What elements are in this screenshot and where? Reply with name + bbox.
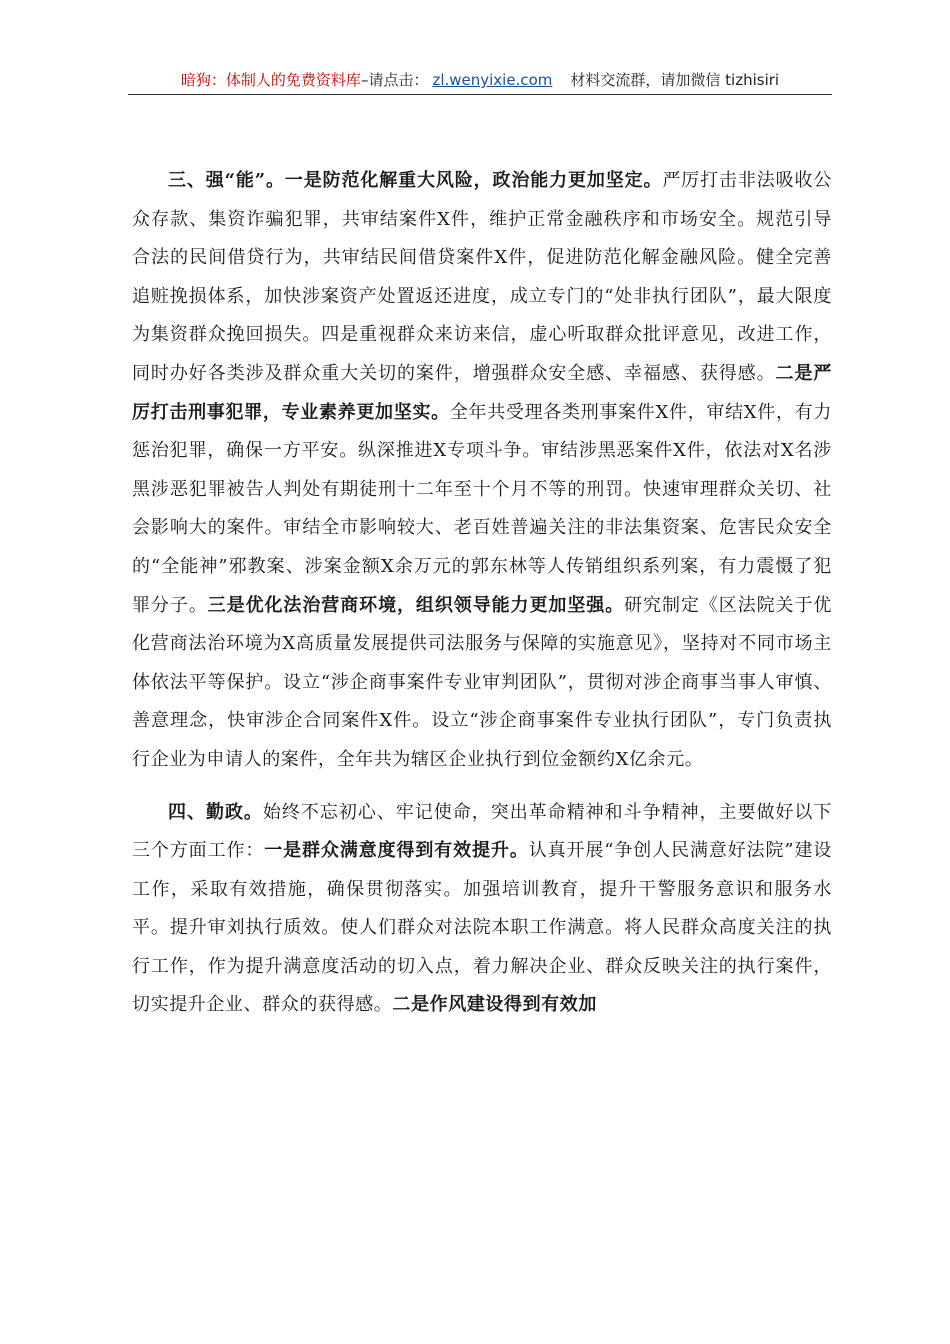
- body-text: 始终不忘初心、牢记使命，突出革命精神和斗争精神，主要做好以下三个方面工作：: [132, 801, 833, 862]
- subheading: 一是群众满意度得到有效提升。: [264, 840, 529, 862]
- document-body: [132, 162, 832, 1025]
- paragraph-section-four: [132, 794, 832, 1026]
- header-url-link[interactable]: zl.wenyixie.com: [432, 71, 553, 89]
- page-header: [128, 66, 832, 95]
- subheading: 二是严厉打击刑事犯罪，专业素养更加坚实。: [132, 362, 832, 423]
- paragraph-section-three: [132, 162, 832, 780]
- subheading: 二是作风建设得到有效加: [392, 994, 598, 1016]
- header-site-name: 暗狗：体制人的免费资料库: [180, 71, 361, 89]
- section-heading: 三、强“能”。: [168, 170, 285, 191]
- section-heading: 四、勤政。: [168, 801, 263, 823]
- subheading: 一是防范化解重大风险，政治能力更加坚定。: [284, 170, 663, 191]
- body-text: 认真开展“争创人民满意好法院”建设工作，采取有效措施，确保贯彻落实。加强培训教育，提升干警服务意识和服务水平。提升审刘执行质效。使人们群众对法院本职工作满意。将人民群众高度关注的执行工作，作为提升满意度活动的切入点，着力解决企业、群众反映关注的执行案件，切实提升企业、群众的获得感。: [132, 840, 832, 1016]
- body-text: 全年共受理各类刑事案件X件，审结X件，有力惩治犯罪，确保一方平安。纵深推进X专项斗争。审结涉黑恶案件X件，依法对X名涉黑涉恶犯罪被告人判处有期徒刑十二年至十个月不等的刑罚。快速审理群众关切、社会影响大的案件。审结全市影响较大、老百姓普遍关注的非法集资案、危害民众安全的“全能神”邪教案、涉案金额X余万元的郭东林等人传销组织系列案，有力震慑了犯罪分子。: [132, 401, 832, 616]
- header-group-text: 材料交流群，请加微信 tizhisiri: [570, 71, 780, 89]
- body-text: 严厉打击非法吸收公众存款、集资诈骗犯罪，共审结案件X件，维护正常金融秩序和市场安全。规范引导合法的民间借贷行为，共审结民间借贷案件X件，促进防范化解金融风险。健全完善追赃挽损体系，加快涉案资产处置返还进度，成立专门的“处非执行团队”，最大限度为集资群众挽回损失。四是重视群众来访来信，虚心听取群众批评意见，改进工作，同时办好各类涉及群众重大关切的案件，增强群众安全感、幸福感、获得感。: [132, 170, 832, 384]
- subheading: 三是优化法治营商环境，组织领导能力更加坚强。: [207, 594, 625, 616]
- header-click-prompt: –请点击：: [360, 71, 429, 89]
- body-text: 研究制定《区法院关于优化营商法治环境为X高质量发展提供司法服务与保障的实施意见》，坚持对不同市场主体依法平等保护。设立“涉企商事案件专业审判团队”，贯彻对涉企商事当事人审慎、善意理念，快审涉企合同案件X件。设立“涉企商事案件专业执行团队”，专门负责执行企业为申请人的案件，全年共为辖区企业执行到位金额约X亿余元。: [132, 594, 832, 770]
